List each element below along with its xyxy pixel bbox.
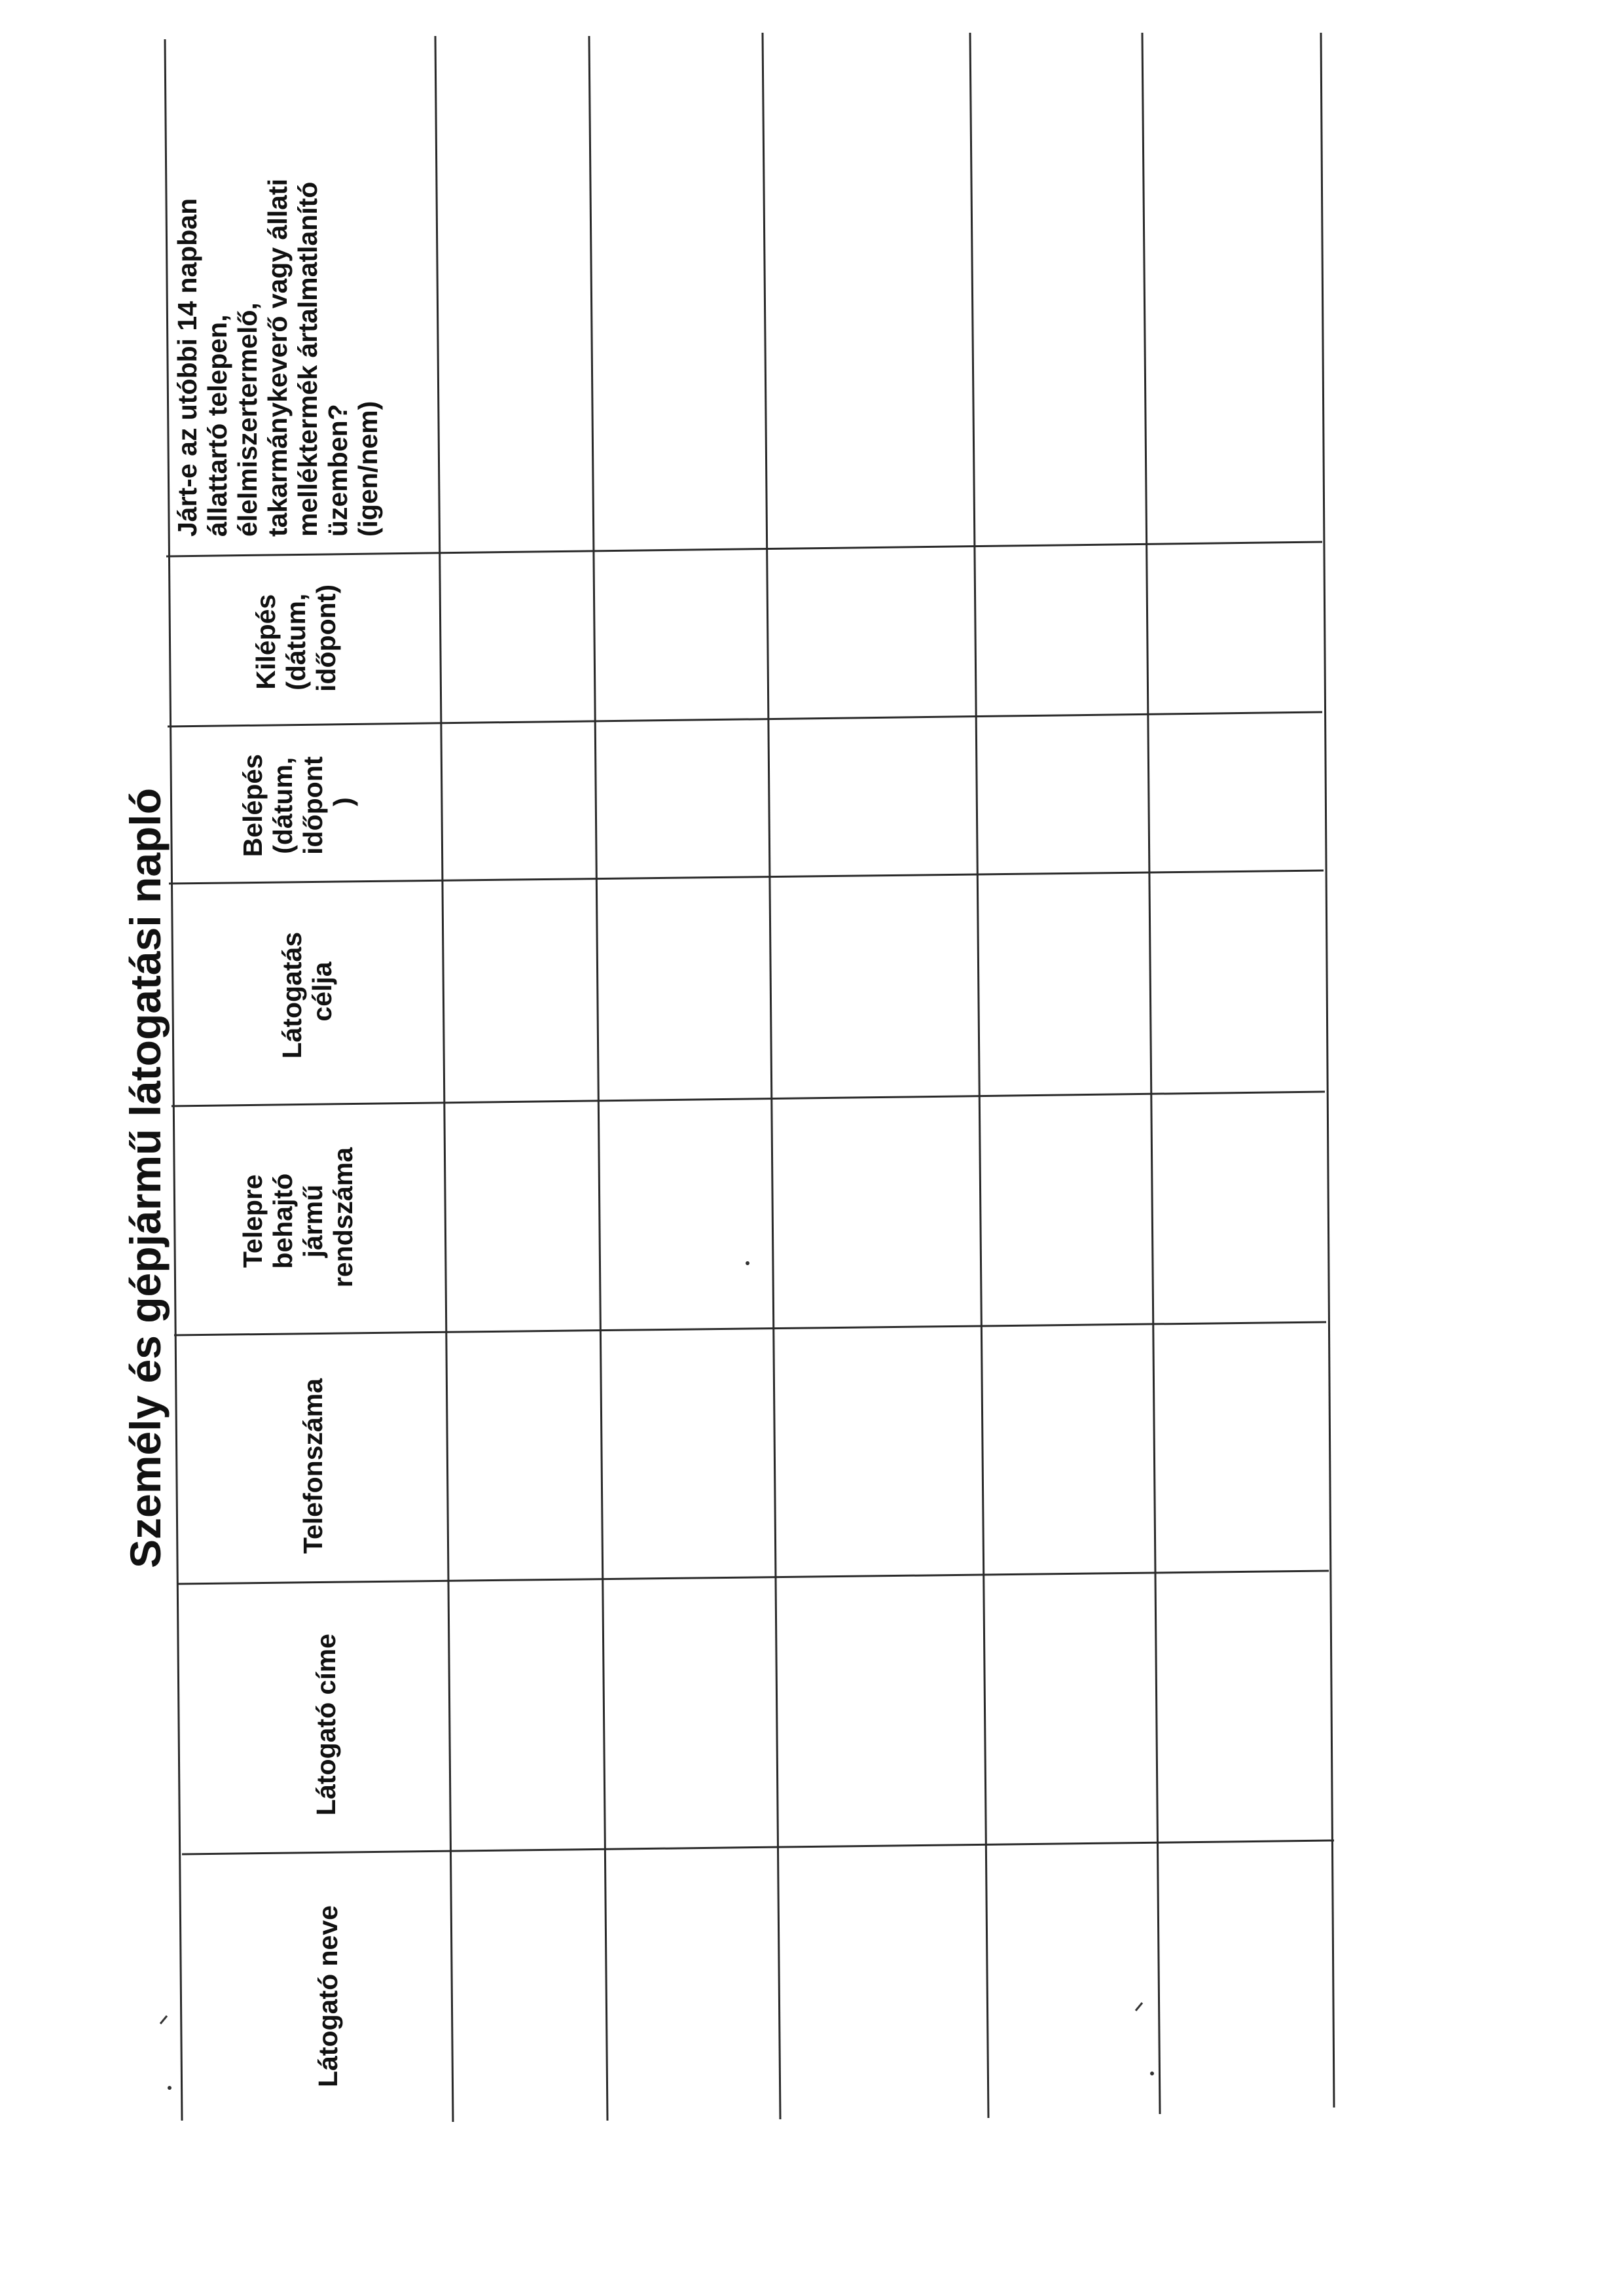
header-label-line: állattartó telepen, bbox=[202, 314, 232, 537]
scan-dot bbox=[168, 2086, 171, 2090]
header-cell-phone-number bbox=[298, 1378, 328, 1554]
header-label-line: célja bbox=[307, 961, 337, 1022]
header-label-line: időpont bbox=[298, 756, 328, 855]
page-title: Személy és gépjármű látogatási napló bbox=[121, 787, 170, 1569]
header-label-line: behajtó bbox=[268, 1173, 298, 1269]
table-header-separator bbox=[435, 36, 453, 2122]
header-label-line: Járt-e az utóbbi 14 napban bbox=[172, 198, 202, 537]
header-label-line: Belépés bbox=[238, 754, 268, 857]
scan-mark bbox=[160, 2016, 167, 2024]
header-cell-vehicle-plate bbox=[238, 1147, 358, 1287]
header-label-line: rendszáma bbox=[328, 1147, 358, 1288]
header-cell-visit-purpose bbox=[277, 924, 337, 1058]
svg-text:Látogató címe bbox=[311, 1634, 341, 1816]
svg-text:Telepre behajtó bbox=[238, 1147, 358, 1287]
col-separator-exit-question bbox=[166, 542, 1322, 556]
header-label-line: Telepre bbox=[238, 1174, 268, 1268]
header-label-line: Látogató neve bbox=[313, 1905, 343, 2087]
svg-text:Belépés (dátum, bbox=[238, 747, 358, 857]
header-label-line: időpont) bbox=[311, 584, 341, 692]
svg-text:Telefonszáma bbox=[298, 1378, 328, 1554]
header-label-line: jármű bbox=[298, 1184, 328, 1258]
header-row bbox=[172, 171, 383, 2087]
header-label-line: (dátum, bbox=[281, 593, 311, 691]
svg-text:Látogató neve bbox=[313, 1905, 343, 2087]
header-label-line: (dátum, bbox=[268, 757, 298, 854]
header-label-line: melléktermék ártalmatlanító bbox=[293, 181, 323, 537]
header-cell-visitor-name bbox=[313, 1905, 343, 2087]
header-cell-exit-time bbox=[251, 584, 341, 692]
scan-dot bbox=[746, 1261, 749, 1265]
header-label-line: Látogatás bbox=[277, 931, 307, 1059]
header-cell-entry-time bbox=[238, 747, 358, 857]
svg-text:Kilépés (dátum, bbox=[251, 584, 341, 692]
header-label-line: ) bbox=[328, 797, 358, 806]
col-separator-name-address bbox=[182, 1840, 1334, 1854]
table-outer-right-border bbox=[1321, 33, 1334, 2108]
header-cell-prior-visit-question bbox=[172, 171, 383, 537]
header-label-line: üzemben? bbox=[323, 404, 353, 537]
header-label-line: (igen/nem) bbox=[353, 401, 383, 537]
row-separator-1 bbox=[589, 36, 607, 2121]
header-label-line: Kilépés bbox=[251, 594, 281, 690]
header-label-line: takarmánykeverő vagy állati bbox=[262, 179, 293, 537]
svg-text:Látogatás célja bbox=[277, 924, 337, 1058]
header-cell-visitor-address bbox=[311, 1634, 341, 1816]
row-separator-4 bbox=[1142, 33, 1160, 2114]
header-label-line: élelmiszertermelő, bbox=[232, 302, 262, 537]
row-separator-2 bbox=[763, 33, 780, 2119]
svg-text:Járt-e az utóbbi 14 napban bbox=[172, 171, 383, 537]
row-separator-3 bbox=[970, 33, 988, 2118]
header-label-line: Látogató címe bbox=[311, 1634, 341, 1816]
scan-mark bbox=[1136, 2003, 1142, 2011]
scan-dot bbox=[1150, 2072, 1154, 2075]
header-label-line: Telefonszáma bbox=[298, 1378, 328, 1554]
